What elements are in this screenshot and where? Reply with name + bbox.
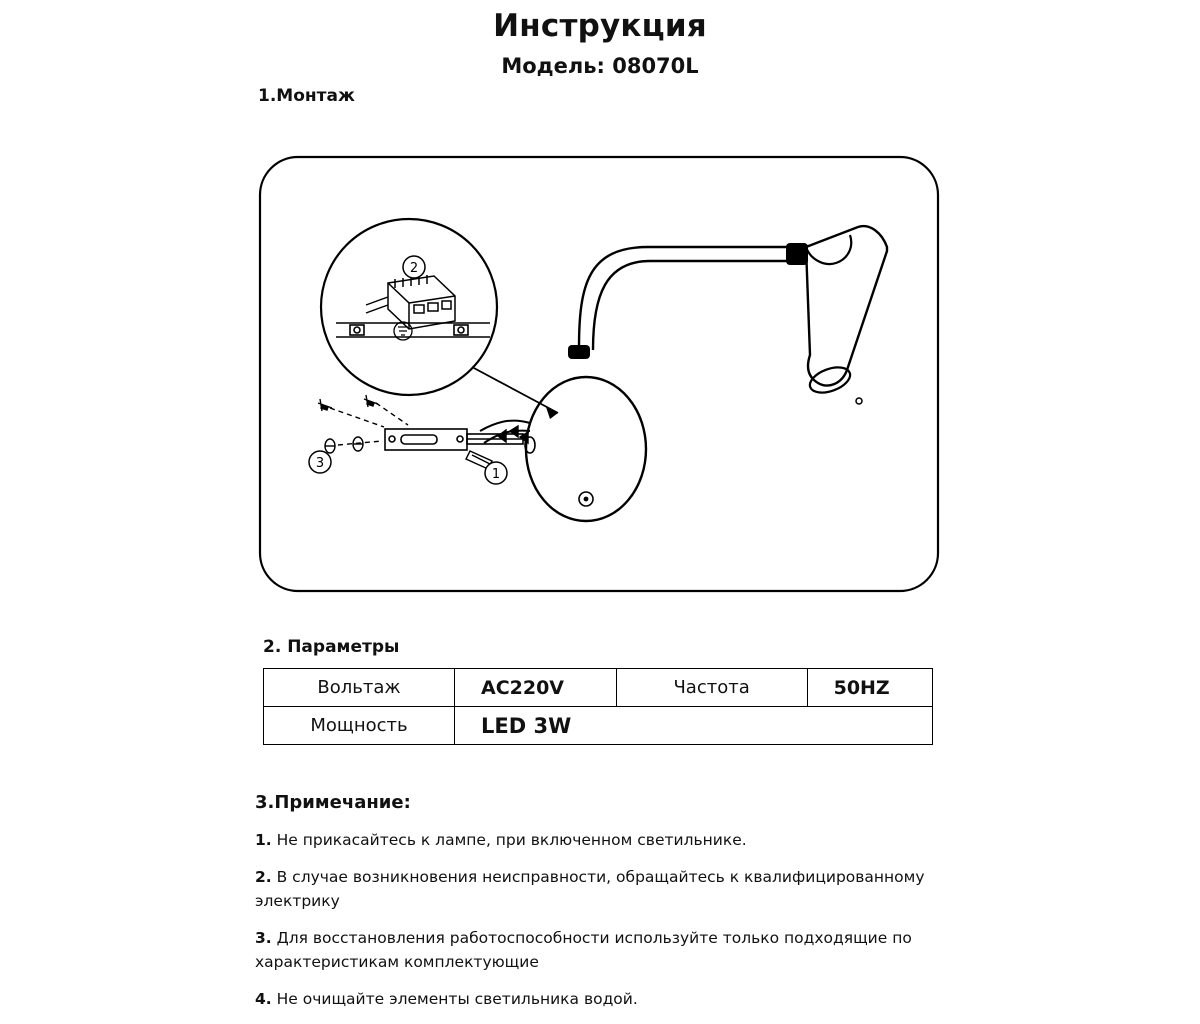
model-line (0, 54, 1200, 78)
note-item (255, 987, 935, 1011)
notes-list (255, 828, 935, 1024)
svg-text:2: 2 (409, 261, 419, 276)
section-heading-montage: 1.Монтаж (258, 86, 355, 106)
param-value-voltage: AC220V (455, 669, 617, 707)
param-label-voltage: Вольтаж (264, 669, 455, 707)
param-value-power: LED 3W (455, 707, 933, 745)
note-item (255, 926, 935, 974)
model-value: 08070L (612, 54, 699, 78)
parameters-table (263, 668, 933, 745)
model-label: Модель: (501, 54, 605, 78)
page-title: Инструкция (493, 8, 707, 44)
assembly-diagram (258, 155, 940, 593)
svg-text:3: 3 (315, 456, 325, 471)
note-number: 2. (255, 868, 272, 887)
note-text: Для восстановления работоспособности используйте только подходящие по характеристикам комплектующие (255, 929, 912, 972)
svg-text:1: 1 (491, 467, 501, 482)
table-row (264, 669, 933, 707)
table-row (264, 707, 933, 745)
note-text: Не очищайте элементы светильника водой. (271, 990, 638, 1009)
note-number: 1. (255, 831, 272, 849)
note-number: 3. (255, 929, 272, 948)
note-text: В случае возникновения неисправности, обращайтесь к квалифицированному электрику (255, 868, 925, 911)
note-number: 4. (255, 990, 272, 1009)
param-label-frequency: Частота (616, 669, 807, 707)
note-item (255, 828, 935, 852)
note-item (255, 865, 935, 913)
param-label-power: Мощность (264, 707, 455, 745)
note-text: Не прикасайтесь к лампе, при включенном светильнике. (271, 831, 747, 849)
param-value-frequency: 50HZ (807, 669, 932, 707)
section-heading-notes: 3.Примечание: (255, 792, 411, 813)
section-heading-params: 2. Параметры (263, 637, 400, 657)
